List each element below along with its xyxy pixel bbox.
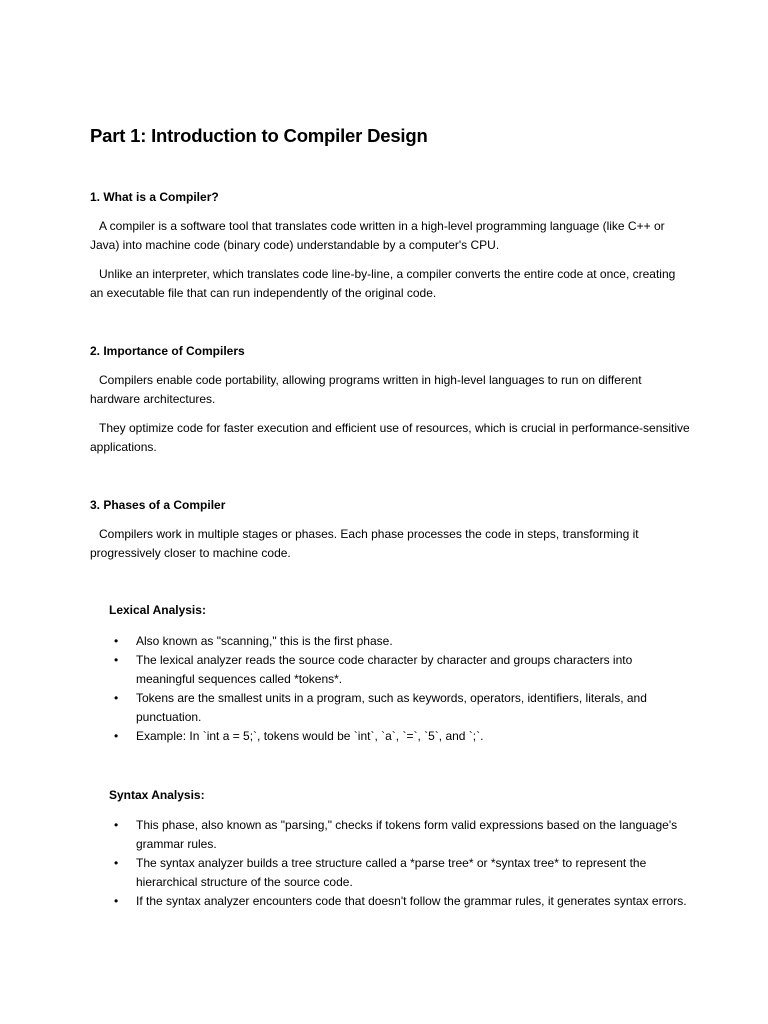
syntax-bullet-list <box>109 816 689 911</box>
paragraph: A compiler is a software tool that translates code written in a high-level programming language (like C++ or Java) into machine code (binary code) understandable by a computer's CPU. <box>90 219 665 252</box>
paragraph: They optimize code for faster execution and efficient use of resources, which is crucial in performance-sensitive applications. <box>90 421 690 454</box>
page-title: Part 1: Introduction to Compiler Design <box>90 125 428 146</box>
section-heading-what-is-compiler: 1. What is a Compiler? <box>90 190 219 204</box>
list-item: • Tokens are the smallest units in a program, such as keywords, operators, identifiers, literals, and punctuation. <box>109 689 689 727</box>
paragraph: Compilers work in multiple stages or phases. Each phase processes the code in steps, transforming it progressively closer to machine code. <box>90 527 639 560</box>
paragraph: Unlike an interpreter, which translates code line-by-line, a compiler converts the entire code at once, creating an executable file that can run independently of the original code. <box>90 267 676 300</box>
list-item: • The lexical analyzer reads the source code character by character and groups characters into meaningful sequences called *tokens*. <box>109 651 689 689</box>
paragraph: Compilers enable code portability, allowing programs written in high-level languages to run on different hardware architectures. <box>90 373 642 406</box>
list-item: • If the syntax analyzer encounters code that doesn't follow the grammar rules, it generates syntax errors. <box>109 892 689 911</box>
lexical-bullet-list <box>109 632 689 746</box>
list-item: • This phase, also known as "parsing," checks if tokens form valid expressions based on the language's grammar rules. <box>109 816 689 854</box>
section-heading-phases: 3. Phases of a Compiler <box>90 498 226 512</box>
section-heading-importance: 2. Importance of Compilers <box>90 344 245 358</box>
subsection-heading-lexical: Lexical Analysis: <box>109 603 206 617</box>
subsection-heading-syntax: Syntax Analysis: <box>109 788 205 802</box>
list-item: • Also known as "scanning," this is the first phase. <box>109 632 689 651</box>
list-item: • Example: In `int a = 5;`, tokens would be `int`, `a`, `=`, `5`, and `;`. <box>109 727 689 746</box>
list-item: • The syntax analyzer builds a tree structure called a *parse tree* or *syntax tree* to represent the hierarchical structure of the source code. <box>109 854 689 892</box>
